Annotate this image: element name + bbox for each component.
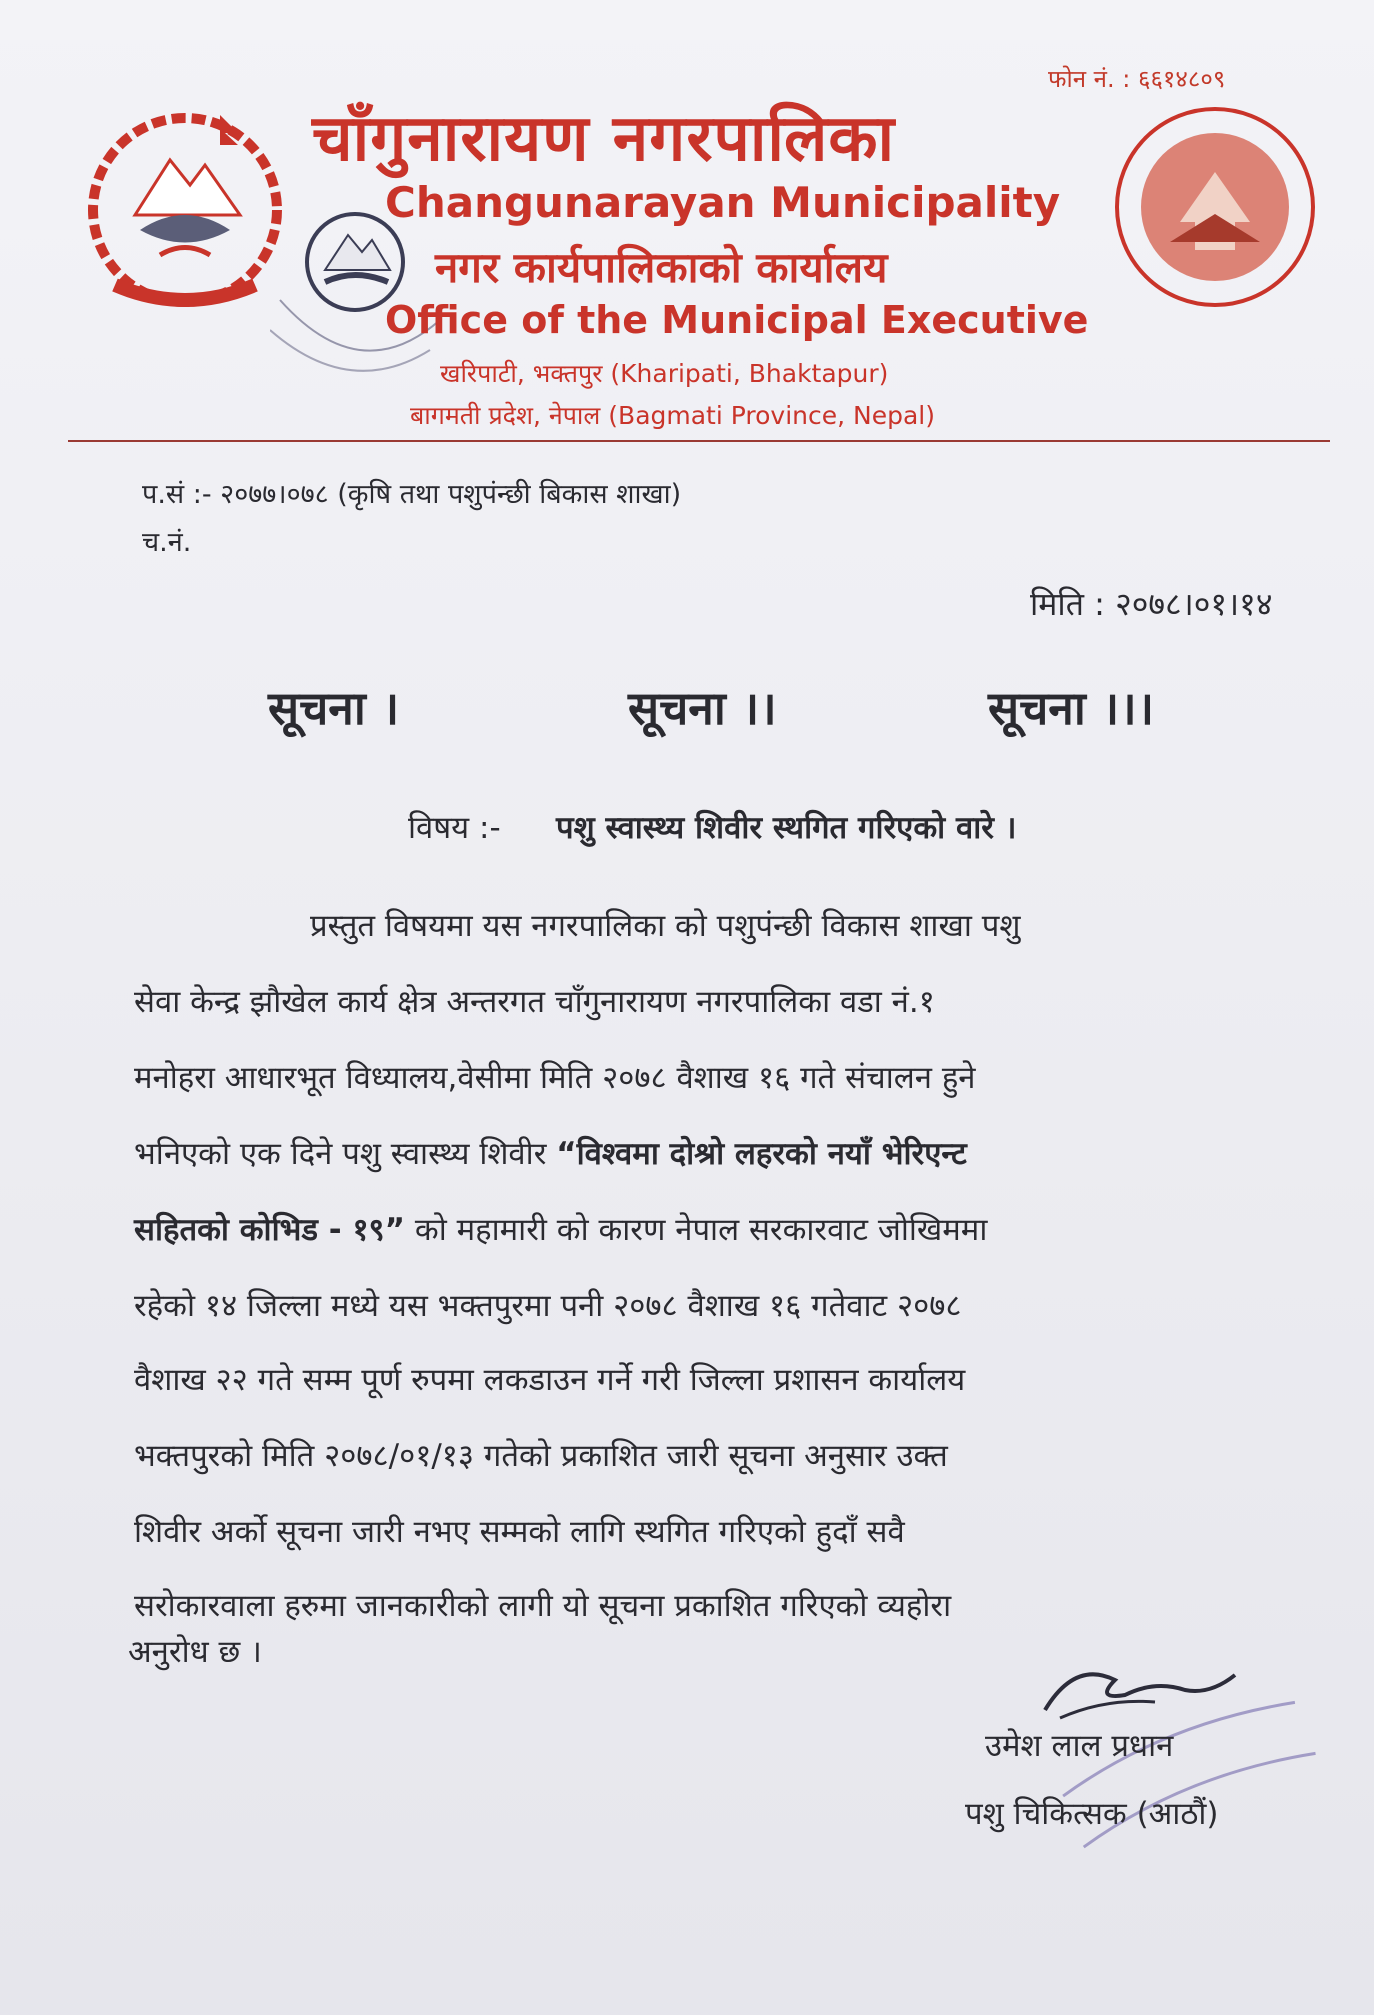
body-line-9: शिवीर अर्को सूचना जारी नभए सम्मको लागि स्थगित गरिएको हुदाँ सवै [134, 1514, 905, 1550]
body-line-11: अनुरोध छ । [128, 1634, 262, 1670]
body-line-4 [134, 1132, 967, 1174]
subject-label: विषय :- [408, 810, 501, 846]
body-line-4-text: भनिएको एक दिने पशु स्वास्थ्य शिवीर [134, 1136, 557, 1172]
header-divider [68, 440, 1330, 442]
municipality-title-nepali: चाँगुनारायण नगरपालिका [312, 102, 896, 176]
body-line-3: मनोहरा आधारभूत विध्यालय,वेसीमा मिति २०७८ वैशाख १६ गते संचालन हुने [134, 1060, 976, 1096]
body-line-6: रहेको १४ जिल्ला मध्ये यस भक्तपुरमा पनी २०७८ वैशाख १६ गतेवाट २०७८ [134, 1288, 962, 1324]
notice-heading-3: सूचना ।।। [988, 681, 1155, 735]
reference-number: प.सं :- २०७७।०७८ (कृषि तथा पशुपंन्छी बिकास शाखा) [142, 479, 682, 510]
body-line-5-text: को महामारी को कारण नेपाल सरकारवाट जोखिममा [405, 1212, 988, 1248]
notice-heading-1: सूचना । [268, 681, 400, 735]
address-line-2: बागमती प्रदेश, नेपाल (Bagmati Province, Nepal) [410, 401, 935, 430]
body-line-8: भक्तपुरको मिति २०७८/०१/१३ गतेको प्रकाशित जारी सूचना अनुसार उक्त [134, 1438, 948, 1474]
body-line-10: सरोकारवाला हरुमा जानकारीको लागी यो सूचना प्रकाशित गरिएको व्यहोरा [134, 1588, 952, 1624]
office-title-nepali: नगर कार्यपालिकाको कार्यालय [435, 243, 888, 292]
phone-number: फोन नं. : ६६१४८०९ [1048, 65, 1226, 93]
subject-text: पशु स्वास्थ्य शिवीर स्थगित गरिएको वारे । [556, 810, 1017, 846]
signatory-designation: पशु चिकित्सक (आठौं) [965, 1796, 1219, 1832]
office-title-english: Office of the Municipal Executive [385, 298, 1089, 342]
body-line-2: सेवा केन्द्र झौखेल कार्य क्षेत्र अन्तरगत चाँगुनारायण नगरपालिका वडा नं.१ [134, 984, 935, 1020]
notice-heading-2: सूचना ।। [628, 681, 777, 735]
signatory-name: उमेश लाल प्रधान [985, 1728, 1174, 1764]
body-line-5-emphasis: सहितको कोभिड - १९” [134, 1212, 406, 1248]
body-line-4-emphasis: “विश्वमा दोश्रो लहरको नयाँ भेरिएन्ट [556, 1136, 967, 1172]
body-line-7: वैशाख २२ गते सम्म पूर्ण रुपमा लकडाउन गर्ने गरी जिल्ला प्रशासन कार्यालय [134, 1362, 966, 1398]
dispatch-number: च.नं. [142, 527, 192, 558]
body-line-1: प्रस्तुत विषयमा यस नगरपालिका को पशुपंन्छी विकास शाखा पशु [310, 908, 1021, 944]
letter-date: मिति : २०७८।०१।१४ [1030, 585, 1273, 623]
municipality-title-english: Changunarayan Municipality [385, 178, 1061, 227]
address-line-1: खरिपाटी, भक्तपुर (Kharipati, Bhaktapur) [440, 359, 889, 388]
nepal-emblem-logo [80, 105, 290, 315]
body-line-5 [134, 1208, 987, 1250]
municipality-seal-right [1110, 102, 1320, 312]
